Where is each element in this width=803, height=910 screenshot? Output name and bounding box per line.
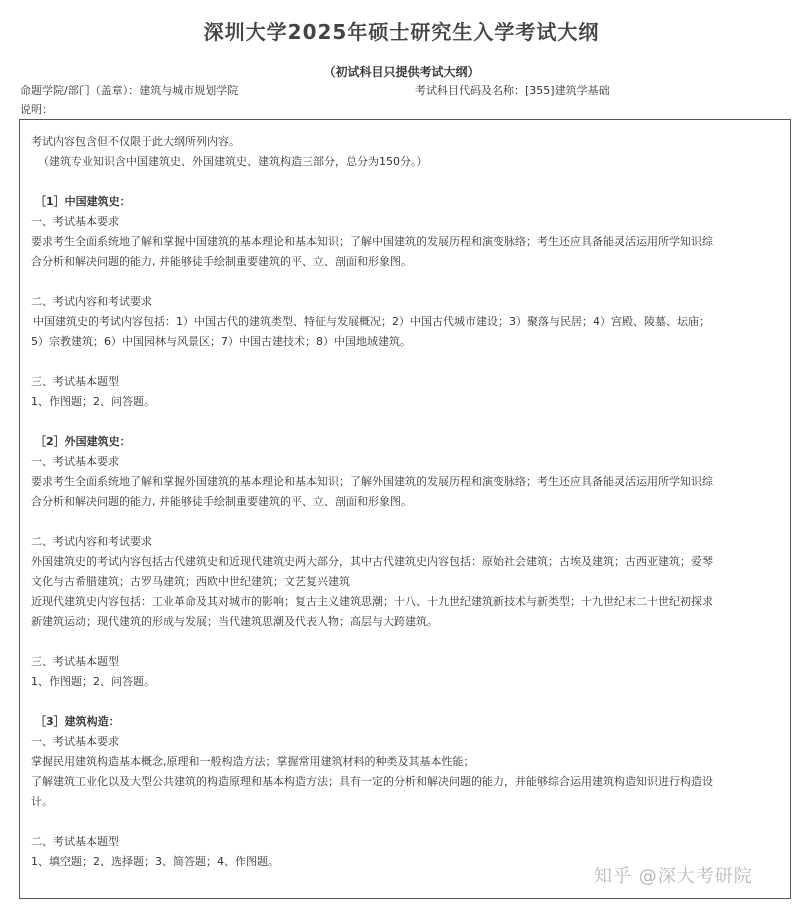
- page-title: 深圳大学2025年硕士研究生入学考试大纲: [203, 20, 600, 44]
- subsection-title: 一、考试基本要求: [31, 735, 119, 748]
- syllabus-content-box: [19, 119, 791, 899]
- subsection-title: 一、考试基本要求: [31, 455, 119, 468]
- paragraph-line: 近现代建筑史内容包括：工业革命及其对城市的影响；复古主义建筑思潮；十八、十九世纪建筑新技术与新类型；十九世纪末二十世纪初探求: [31, 595, 713, 608]
- intro-score-line: （建筑专业知识含中国建筑史、外国建筑史、建筑构造三部分，总分为150分。）: [38, 155, 428, 168]
- paragraph-line: 1、作图题；2、问答题。: [31, 395, 155, 408]
- paragraph-line: 合分析和解决问题的能力, 并能够徒手绘制重要建筑的平、立、剖面和形象图。: [31, 255, 412, 268]
- subject-field: 考试科目代码及名称：[355]建筑学基础: [415, 84, 610, 97]
- paragraph-line: 新建筑运动；现代建筑的形成与发展；当代建筑思潮及代表人物；高层与大跨建筑。: [31, 615, 438, 628]
- paragraph-line: 要求考生全面系统地了解和掌握中国建筑的基本理论和基本知识；了解中国建筑的发展历程和演变脉络；考生还应具备能灵活运用所学知识综: [31, 235, 713, 248]
- subsection-title: 二、考试内容和考试要求: [31, 295, 152, 308]
- subsection-title: 二、考试内容和考试要求: [31, 535, 152, 548]
- paragraph-line: 5）宗教建筑；6）中国园林与风景区；7）中国古建技术；8）中国地域建筑。: [31, 335, 411, 348]
- subsection-title: 一、考试基本要求: [31, 215, 119, 228]
- section-heading-foreign-architecture: ［2］外国建筑史：: [35, 435, 131, 448]
- section-heading-building-construction: ［3］建筑构造：: [35, 715, 120, 728]
- paragraph-line: 要求考生全面系统地了解和掌握外国建筑的基本理论和基本知识；了解外国建筑的发展历程和演变脉络；考生还应具备能灵活运用所学知识综: [31, 475, 713, 488]
- paragraph-line: 文化与古希腊建筑；古罗马建筑；西欧中世纪建筑；文艺复兴建筑: [31, 575, 350, 588]
- note-label: 说明：: [20, 103, 53, 116]
- paragraph-line: 中国建筑史的考试内容包括：1）中国古代的建筑类型、特征与发展概况；2）中国古代城市建设；3）聚落与民居；4）宫殿、陵墓、坛庙；: [33, 315, 710, 328]
- paragraph-line: 掌握民用建筑构造基本概念,原理和一般构造方法；掌握常用建筑材料的种类及其基本性能；: [31, 755, 475, 768]
- subsection-title: 三、考试基本题型: [31, 655, 119, 668]
- paragraph-line: 1、填空题；2、选择题；3、简答题；4、作图题。: [31, 855, 279, 868]
- department-field: 命题学院/部门（盖章）：建筑与城市规划学院: [20, 84, 239, 97]
- section-heading-chinese-architecture: ［1］中国建筑史：: [35, 195, 131, 208]
- paragraph-line: 合分析和解决问题的能力, 并能够徒手绘制重要建筑的平、立、剖面和形象图。: [31, 495, 412, 508]
- watermark: 知乎 @深大考研院: [594, 866, 753, 887]
- page-subtitle: （初试科目只提供考试大纲）: [323, 65, 480, 79]
- paragraph-line: 计。: [31, 795, 53, 808]
- subsection-title: 三、考试基本题型: [31, 375, 119, 388]
- subsection-title: 二、考试基本题型: [31, 835, 119, 848]
- paragraph-line: 外国建筑史的考试内容包括古代建筑史和近现代建筑史两大部分，其中古代建筑史内容包括：原始社会建筑；古埃及建筑；古西亚建筑；爱琴: [31, 555, 713, 568]
- paragraph-line: 了解建筑工业化以及大型公共建筑的构造原理和基本构造方法；具有一定的分析和解决问题的能力，并能够综合运用建筑构造知识进行构造设: [31, 775, 713, 788]
- paragraph-line: 1、作图题；2、问答题。: [31, 675, 155, 688]
- intro-line: 考试内容包含但不仅限于此大纲所列内容。: [31, 135, 240, 148]
